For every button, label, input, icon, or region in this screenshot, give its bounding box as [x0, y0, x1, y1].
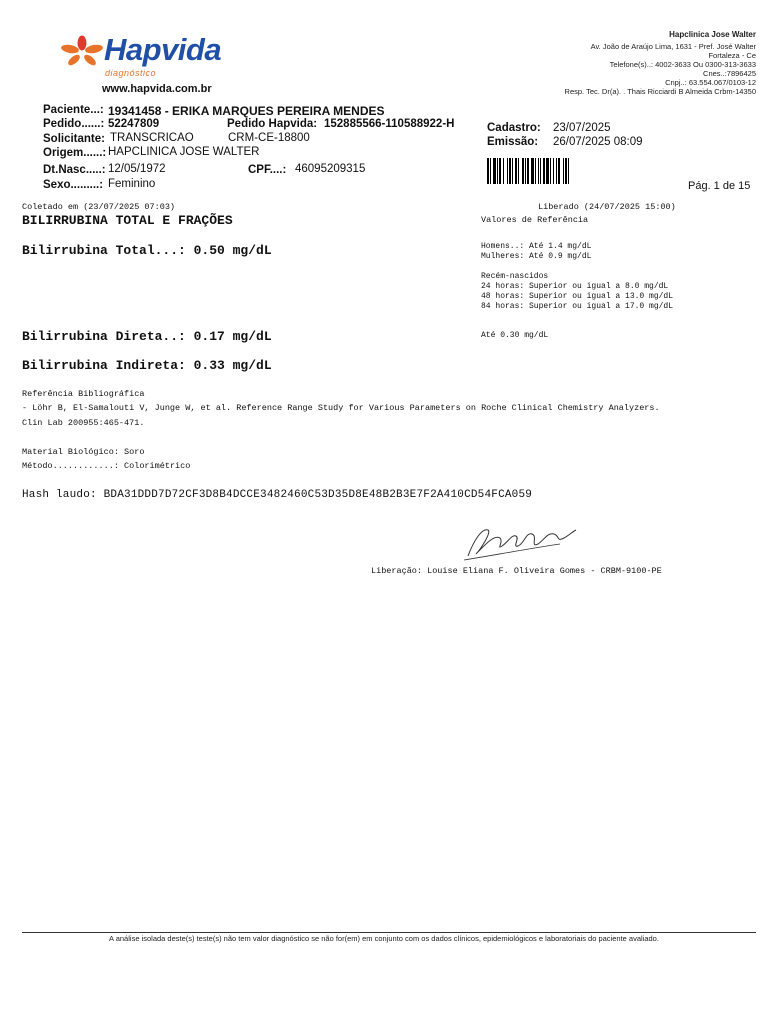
cpf-label: CPF....: [248, 164, 287, 176]
footer-disclaimer: A análise isolada deste(s) teste(s) não tem valor diagnóstico se não for(em) em conjunto com os dados clínicos, epidemiológicos e laboratoriais do paciente avaliado. [109, 934, 659, 943]
cpf-value: 46095209315 [295, 163, 366, 175]
footer-divider [22, 932, 756, 933]
pedido-hapvida-label: Pedido Hapvida: [227, 118, 318, 130]
ref-total-line: Mulheres: Até 0.9 mg/dL [481, 252, 592, 261]
ref-total-line: 24 horas: Superior ou igual a 8.0 mg/dL [481, 282, 669, 291]
lab-cnes: Cnes..:7896425 [703, 69, 756, 78]
result-direta: Bilirrubina Direta..: 0.17 mg/dL [22, 329, 272, 344]
ref-total-line: Homens..: Até 1.4 mg/dL [481, 242, 592, 251]
emissao-label: Emissão: [487, 136, 539, 148]
ref-total-line [481, 262, 673, 272]
lab-info [565, 30, 756, 96]
cadastro-value: 23/07/2025 [553, 122, 611, 134]
liberado-date: Liberado (24/07/2025 15:00) [538, 202, 676, 212]
sexo-value: Feminino [108, 178, 156, 190]
lab-phones: Telefone(s)..: 4002-3633 Ou 0300-313-3633 [609, 60, 756, 69]
page-number: Pág. 1 de 15 [688, 180, 751, 192]
origem-value: HAPCLINICA JOSE WALTER [108, 146, 260, 158]
brand-logo-text: Hapvida [104, 32, 222, 67]
exam-title: BILIRRUBINA TOTAL E FRAÇÕES [22, 213, 233, 228]
barcode-icon [487, 158, 607, 184]
pedido-hapvida-value: 152885566-110588922-H [324, 118, 455, 130]
ref-total-line: 84 horas: Superior ou igual a 17.0 mg/dL [481, 302, 674, 311]
liberacao: Liberação: Louise Eliana F. Oliveira Gomes - CRBM-9100-PE [371, 566, 662, 576]
brand-logo-subtitle: diagnóstico [105, 68, 157, 78]
paciente-label: Paciente...: [43, 104, 104, 116]
ref-direta: Até 0.30 mg/dL [481, 331, 549, 340]
lab-responsible: Resp. Tec. Dr(a). . Thais Ricciardi B Almeida Crbm-14350 [564, 87, 756, 96]
bibliography-title: Referência Bibliográfica [22, 389, 145, 399]
result-total: Bilirrubina Total...: 0.50 mg/dL [22, 243, 272, 258]
solicitante-label: Solicitante: [43, 133, 105, 145]
lab-city: Fortaleza - Ce [708, 51, 756, 60]
material-biologico: Material Biológico: Soro [22, 447, 145, 457]
pedido-label: Pedido......: [43, 118, 105, 130]
signature-icon [460, 520, 580, 562]
dtnasc-label: Dt.Nasc.....: [43, 164, 106, 176]
crm-value: CRM-CE-18800 [228, 132, 310, 144]
emissao-value: 26/07/2025 08:09 [553, 136, 643, 148]
bibliography-line: Clin Lab 200955:465-471. [22, 418, 145, 428]
dtnasc-value: 12/05/1972 [108, 163, 166, 175]
metodo: Método............: Colorimétrico [22, 461, 191, 471]
website-link[interactable]: www.hapvida.com.br [102, 83, 212, 95]
lab-cnpj: Cnpj..: 63.554.067/0103-12 [665, 78, 756, 87]
sexo-label: Sexo.........: [43, 179, 104, 191]
solicitante-value: TRANSCRICAO [110, 132, 194, 144]
origem-label: Origem......: [43, 147, 107, 159]
pedido-value: 52247809 [108, 118, 160, 130]
hapvida-flower-logo-icon [60, 34, 104, 68]
ref-total-list [481, 242, 673, 312]
cadastro-label: Cadastro: [487, 122, 541, 134]
coletado-date: Coletado em (23/07/2025 07:03) [22, 202, 176, 212]
ref-total-line: 48 horas: Superior ou igual a 13.0 mg/dL [481, 292, 674, 301]
lab-address: Av. João de Araújo Lima, 1631 - Pref. José Walter [590, 42, 756, 51]
result-indireta: Bilirrubina Indireta: 0.33 mg/dL [22, 358, 272, 373]
hash-laudo: Hash laudo: BDA31DDD7D72CF3D8B4DCCE3482460C53D35D8E48B2B3E7F2A410CD54FCA059 [22, 489, 533, 501]
bibliography-line: - Löhr B, El-Samalouti V, Junge W, et al. Reference Range Study for Various Parameters on Roche Clinical Chemistry Analyzers. [22, 403, 660, 413]
lab-name: Hapclinica Jose Walter [669, 30, 756, 39]
paciente-value: 19341458 - ERIKA MARQUES PEREIRA MENDES [108, 104, 385, 118]
ref-header: Valores de Referência [481, 215, 589, 225]
ref-total-line: Recém-nascidos [481, 272, 549, 281]
